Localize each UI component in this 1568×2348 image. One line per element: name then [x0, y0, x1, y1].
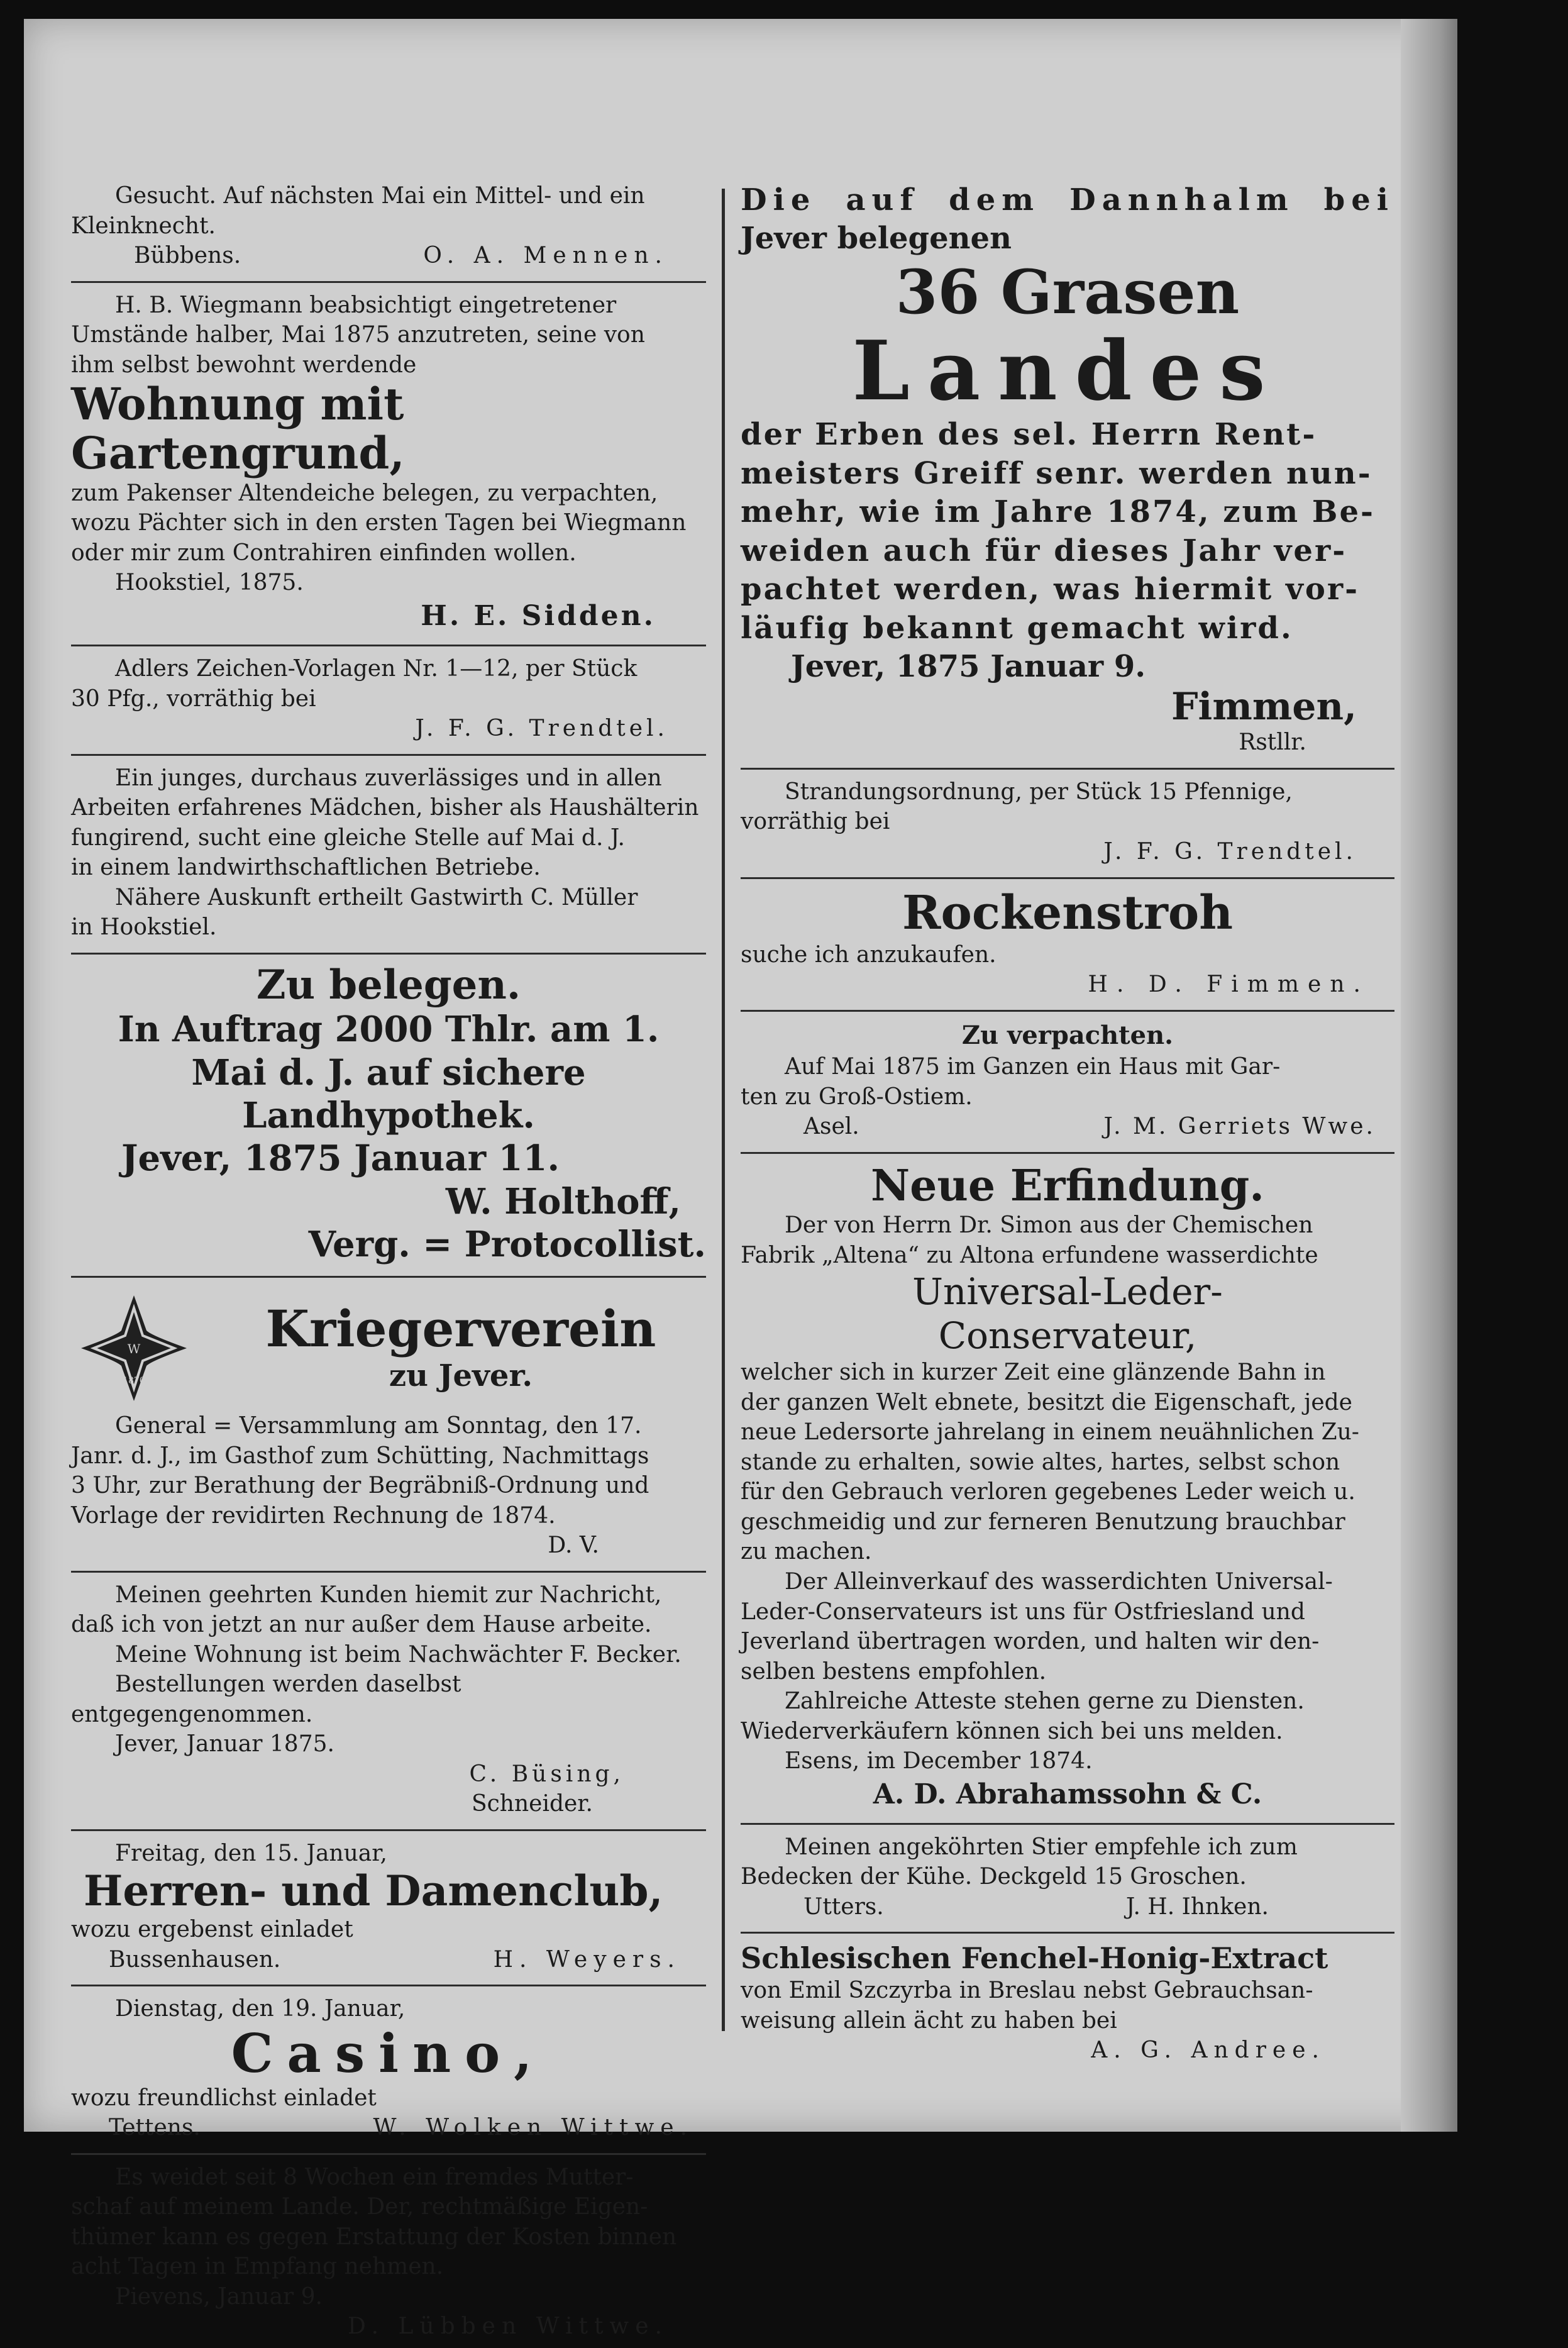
ad-text-line: Pievens, Januar 9.	[115, 2283, 323, 2310]
ad-text-line: Leder-Conservateurs ist uns für Ostfriesland und	[741, 1598, 1305, 1625]
ad-headline: Schlesischen Fenchel-Honig-Extract	[741, 1941, 1328, 1976]
cross-letter: W	[127, 1341, 141, 1357]
ad-text-line: wozu ergebenst einladet	[71, 1917, 353, 1943]
ad-place-date: Hookstiel, 1875.	[115, 570, 304, 596]
ad-fenchel-honig	[741, 1932, 1394, 2072]
ad-signer: H. D. Fimmen.	[1088, 972, 1369, 998]
ad-text-line: für den Gebrauch verloren gegebenes Leder weich u.	[741, 1479, 1355, 1505]
ad-zu-verpachten	[741, 1010, 1394, 1148]
ad-signer: C. Büsing,	[469, 1761, 624, 1787]
ad-signer: A. D. Abrahamssohn & C.	[873, 1778, 1262, 1810]
ad-herren-damenclub	[71, 1829, 706, 1981]
ad-text-line: weisung allein ächt zu haben bei	[741, 2007, 1117, 2034]
column-divider	[722, 189, 725, 2031]
ad-kriegerverein	[71, 1276, 706, 1567]
ad-text-line: Meinen angeköhrten Stier empfehle ich zum	[785, 1834, 1298, 1860]
ad-text-line: mehr, wie im Jahre 1874, zum Be-	[741, 494, 1375, 530]
ad-signer: O. A. Mennen.	[423, 243, 668, 269]
ad-text-line: thümer kann es gegen Erstattung der Kosten binnen	[71, 2223, 677, 2250]
ad-text-line: 30 Pfg., vorräthig bei	[71, 685, 316, 712]
ad-neue-erfindung	[741, 1152, 1394, 1819]
ad-text-line: suche ich anzukaufen.	[741, 941, 997, 968]
ad-text-line: Janr. d. J., im Gasthof zum Schütting, Nachmittags	[71, 1443, 649, 1469]
ad-signature	[741, 1112, 1394, 1142]
ad-zeichen-vorlagen	[71, 645, 706, 750]
ad-zu-belegen	[71, 953, 706, 1272]
ad-headline: Casino,	[231, 2022, 546, 2085]
ad-signer-title: Schneider.	[471, 1791, 593, 1817]
ad-heading-row	[71, 1285, 706, 1411]
ad-casino	[71, 1985, 706, 2149]
ad-text-line: ihm selbst bewohnt werdende	[71, 352, 417, 378]
ad-date: Freitag, den 15. Januar,	[115, 1840, 387, 1866]
ad-text-line: selben bestens empfohlen.	[741, 1658, 1047, 1685]
ad-signer-title: Verg. = Protocollist.	[308, 1223, 706, 1265]
ad-place: Utters.	[803, 1893, 884, 1920]
ad-text-line: wozu Pächter sich in den ersten Tagen bei Wiegmann	[71, 510, 687, 536]
ad-text-line: General = Versammlung am Sonntag, den 17.	[115, 1413, 642, 1439]
ad-text-line: Bestellungen werden daselbst entgegengenommen.	[71, 1671, 461, 1727]
ad-text-line: Jever, 1875 Januar 11.	[121, 1138, 560, 1180]
ad-maedchen	[71, 754, 706, 949]
ad-signer-title: Rstllr.	[1239, 729, 1306, 756]
ad-signer: J. F. G. Trendtel.	[415, 716, 668, 742]
ad-text-line: läufig bekannt gemacht wird.	[741, 610, 1293, 646]
ad-signer: H. Weyers.	[493, 1946, 681, 1973]
ad-text-line: Esens, im December 1874.	[785, 1748, 1093, 1775]
ad-text-line: Jever, Januar 1875.	[115, 1731, 334, 1758]
ad-signer: D. Lübben Wittwe.	[348, 2313, 668, 2340]
ad-text-line: pachtet werden, was hiermit vor-	[741, 572, 1360, 607]
ad-strandungsordnung	[741, 768, 1394, 873]
ad-text-line: ten zu Groß-Ostiem.	[741, 1083, 973, 1110]
ad-text-line: Der von Herrn Dr. Simon aus der Chemischen	[785, 1212, 1313, 1239]
ad-headline: Herren- und Damenclub,	[84, 1866, 663, 1916]
ad-text-line: H. B. Wiegmann beabsichtigt eingetretener	[115, 292, 617, 318]
ad-headline: Zu verpachten.	[961, 1020, 1174, 1050]
ad-text-line: Auf Mai 1875 im Ganzen ein Haus mit Gar-	[785, 1054, 1281, 1080]
ad-text-line: Ein junges, durchaus zuverlässiges und in allen	[115, 765, 662, 791]
ad-text-line: in Hookstiel.	[71, 914, 217, 941]
ad-signer: J. F. G. Trendtel.	[1103, 839, 1357, 865]
ad-signer: J. H. Ihnken.	[1125, 1893, 1269, 1920]
ad-wohnung	[71, 281, 706, 641]
ad-signer: D. V.	[548, 1532, 599, 1559]
ad-signer: J. M. Gerriets Wwe.	[1103, 1114, 1376, 1140]
ad-text-line: Es weidet seit 8 Wochen ein fremdes Mutter-	[115, 2164, 634, 2190]
ad-knecht-wanted	[71, 176, 706, 277]
ad-mutterschaf	[71, 2153, 706, 2348]
ad-text-line: Jever, 1875 Januar 9.	[791, 649, 1146, 685]
ad-text-line: Nähere Auskunft ertheilt Gastwirth C. Müller	[115, 884, 638, 911]
page-edge-shadow	[1401, 19, 1457, 2132]
ad-stier	[741, 1823, 1394, 1929]
ad-text-line: Zahlreiche Atteste stehen gerne zu Diensten.	[785, 1688, 1305, 1715]
ad-signature	[71, 2113, 706, 2143]
ad-place: Asel.	[803, 1114, 859, 1140]
ad-text-line: weiden auch für dieses Jahr ver-	[741, 533, 1347, 568]
ad-headline: 36 Grasen	[895, 256, 1240, 328]
ad-text-line: Bedecken der Kühe. Deckgeld 15 Groschen.	[741, 1864, 1247, 1890]
ad-product-line: Conservateur,	[938, 1314, 1197, 1357]
newspaper-page	[24, 19, 1457, 2340]
ad-title-block	[216, 1301, 706, 1396]
ad-signer: A. G. Andree.	[1091, 2037, 1325, 2064]
ad-place: Bussenhausen.	[109, 1946, 281, 1973]
ad-text-line: vorräthig bei	[741, 809, 890, 835]
ad-text-line: Fabrik „Altena“ zu Altona erfundene wasserdichte	[741, 1242, 1318, 1268]
ad-text-line: stande zu erhalten, sowie altes, hartes, selbst schon	[741, 1449, 1340, 1475]
right-column	[741, 176, 1394, 2072]
ad-text-line: Arbeiten erfahrenes Mädchen, bisher als Haushälterin	[71, 795, 699, 821]
ad-grasen-landes	[741, 176, 1394, 764]
ad-text-line: in einem landwirthschaftlichen Betriebe.	[71, 855, 541, 881]
ad-text-line: der ganzen Welt ebnete, besitzt die Eigenschaft, jede	[741, 1389, 1352, 1415]
ad-headline: Neue Erfindung.	[871, 1160, 1264, 1211]
ad-signer: W. Wolken Wittwe.	[373, 2115, 693, 2141]
ad-text-line: daß ich von jetzt an nur außer dem Hause arbeite.	[71, 1612, 652, 1638]
ad-text-line: Jever belegenen	[741, 221, 1012, 257]
ad-text-line: oder mir zum Contrahiren einfinden wollen.	[71, 540, 577, 566]
ad-signature	[71, 241, 706, 271]
ad-text-line: wozu freundlichst einladet	[71, 2085, 377, 2111]
ad-text-line: schaf auf meinem Lande. Der, rechtmäßige Eigen-	[71, 2194, 648, 2220]
iron-cross-icon	[71, 1285, 197, 1411]
ad-rockenstroh	[741, 877, 1394, 1006]
ad-text-line: Der Alleinverkauf des wasserdichten Universal-	[785, 1569, 1333, 1595]
ad-product-line: Universal-Leder-	[912, 1270, 1223, 1314]
ad-text-line: Adlers Zeichen-Vorlagen Nr. 1—12, per Stück	[115, 656, 638, 682]
ad-text-line: der Erben des sel. Herrn Rent-	[741, 417, 1317, 453]
ad-signer: Fimmen,	[1171, 685, 1357, 729]
ad-text-line: Wiederverkäufern können sich bei uns melden.	[741, 1718, 1283, 1744]
ad-signer: H. E. Sidden.	[421, 599, 656, 632]
ad-text-line: Die auf dem Dannhalm bei	[741, 182, 1394, 218]
ad-signature	[741, 1892, 1394, 1922]
ad-text-line: Strandungsordnung, per Stück 15 Pfennige,	[785, 778, 1293, 805]
ad-text-line: Meine Wohnung ist beim Nachwächter F. Becker.	[115, 1641, 682, 1668]
ad-text-line: Kleinknecht.	[71, 213, 216, 239]
ad-headline-large: Landes	[852, 323, 1283, 419]
ad-signature	[71, 1945, 706, 1975]
ad-headline: Kriegerverein	[265, 1299, 656, 1358]
cross-year: 1870	[123, 1376, 145, 1387]
ad-text-line: Vorlage der revidirten Rechnung de 1874.	[71, 1502, 556, 1529]
ad-text-line: Jeverland übertragen worden, und halten wir den-	[741, 1629, 1320, 1655]
ad-text-line: neue Ledersorte jahrelang in einem neuähnlichen Zu-	[741, 1419, 1359, 1446]
ad-place: Tettens.	[109, 2115, 201, 2141]
left-column	[71, 176, 706, 2348]
ad-headline: Rockenstroh	[902, 885, 1234, 940]
ad-signer: W. Holthoff,	[445, 1180, 681, 1222]
ad-text-line: zum Pakenser Altendeiche belegen, zu verpachten,	[71, 480, 658, 506]
ad-date: Dienstag, den 19. Januar,	[115, 1996, 406, 2022]
ad-text-line: meisters Greiff senr. werden nun-	[741, 455, 1372, 491]
ad-text-line: Umstände halber, Mai 1875 anzutreten, seine von	[71, 322, 645, 348]
ad-headline: Wohnung mit Gartengrund,	[71, 378, 405, 480]
ad-text-line: von Emil Szczyrba in Breslau nebst Gebrauchsan-	[741, 1978, 1313, 2004]
ad-text-line: 3 Uhr, zur Berathung der Begräbniß-Ordnung und	[71, 1473, 649, 1499]
ad-place: Bübbens.	[134, 243, 241, 269]
ad-text-line: fungirend, sucht eine gleiche Stelle auf Mai d. J.	[71, 824, 625, 851]
ad-text-line: In Auftrag 2000 Thlr. am 1.	[118, 1009, 660, 1051]
ad-subheadline: zu Jever.	[389, 1358, 533, 1394]
ad-text-line: Gesucht. Auf nächsten Mai ein Mittel- und ein	[115, 183, 645, 209]
ad-headline: Zu belegen.	[256, 961, 521, 1009]
ad-text-line: welcher sich in kurzer Zeit eine glänzende Bahn in	[741, 1360, 1326, 1386]
ad-text-line: acht Tagen in Empfang nehmen.	[71, 2254, 444, 2280]
ad-schneider	[71, 1571, 706, 1825]
ad-text-line: Mai d. J. auf sichere Landhypothek.	[191, 1051, 586, 1136]
ad-text-line: zu machen.	[741, 1539, 872, 1565]
ad-text-line: Meinen geehrten Kunden hiemit zur Nachricht,	[115, 1581, 662, 1608]
ad-text-line: geschmeidig und zur ferneren Benutzung brauchbar	[741, 1509, 1345, 1535]
